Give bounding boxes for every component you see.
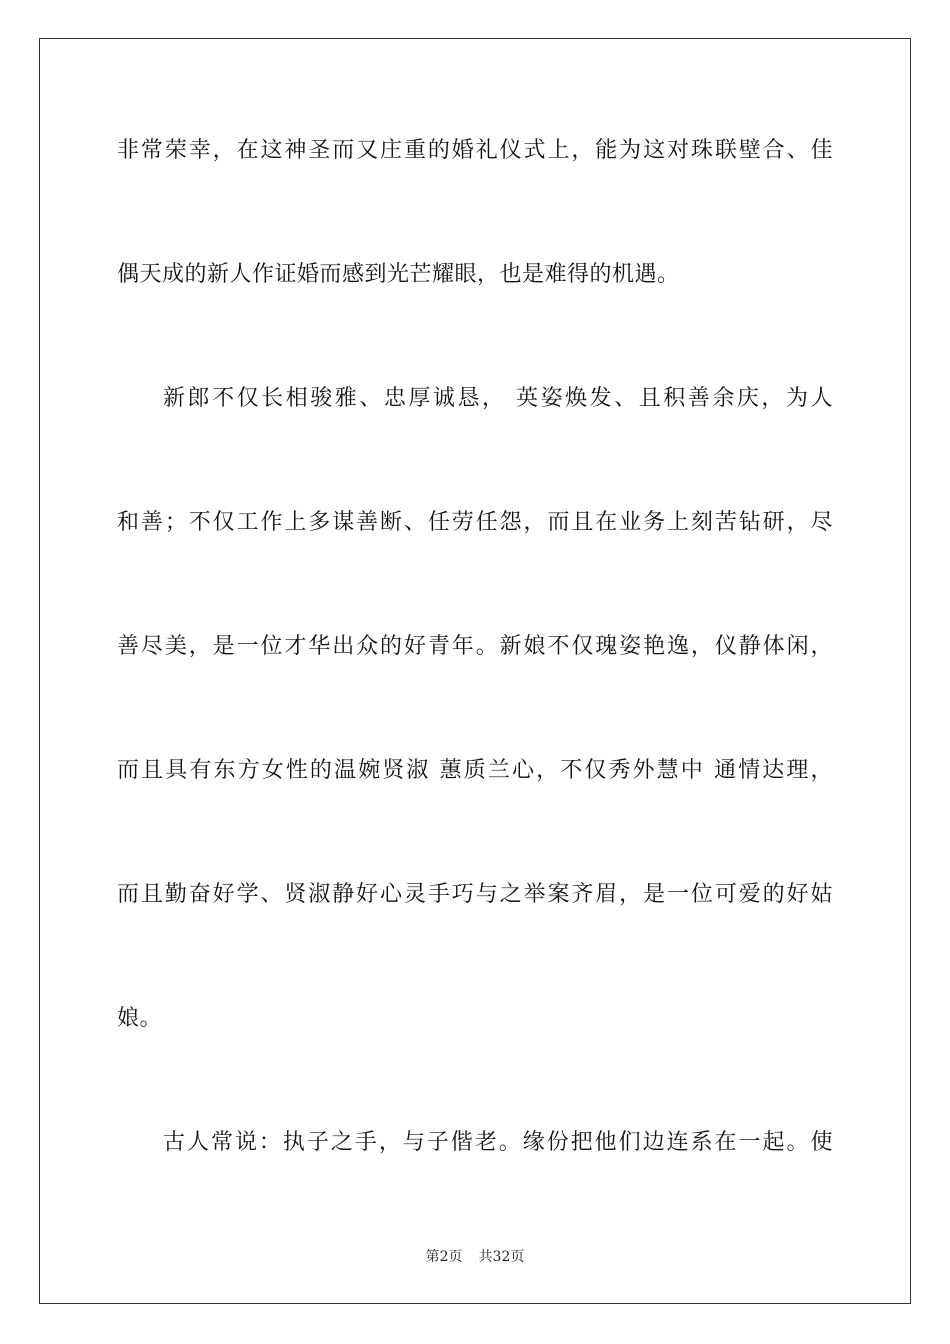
page-total: 共32页 [478, 1249, 525, 1265]
paragraph-line-2: 偶天成的新人作证婚而感到光芒耀眼，也是难得的机遇。 [117, 262, 680, 287]
paragraph-line-8: 娘。 [117, 1006, 163, 1031]
paragraph-line-5: 善尽美，是一位才华出众的好青年。新娘不仅瑰姿艳逸，仪静体闲， [117, 634, 833, 659]
paragraph-line-4: 和善；不仅工作上多谋善断、任劳任怨，而且在业务上刻苦钻研，尽 [117, 510, 833, 535]
paragraph-line-3: 新郎不仅长相骏雅、忠厚诚恳， 英姿焕发、且积善余庆，为人 [163, 386, 833, 411]
paragraph-line-7: 而且勤奋好学、贤淑静好心灵手巧与之举案齐眉，是一位可爱的好姑 [117, 882, 833, 907]
page-footer [0, 1246, 950, 1266]
page-number: 第2页 [425, 1249, 463, 1265]
paragraph-line-6: 而且具有东方女性的温婉贤淑 蕙质兰心，不仅秀外慧中 通情达理， [117, 758, 833, 783]
paragraph-line-9: 古人常说：执子之手，与子偕老。缘份把他们边连系在一起。使 [163, 1130, 833, 1155]
page-border [39, 38, 911, 1304]
paragraph-line-1: 非常荣幸，在这神圣而又庄重的婚礼仪式上，能为这对珠联壁合、佳 [117, 138, 833, 163]
